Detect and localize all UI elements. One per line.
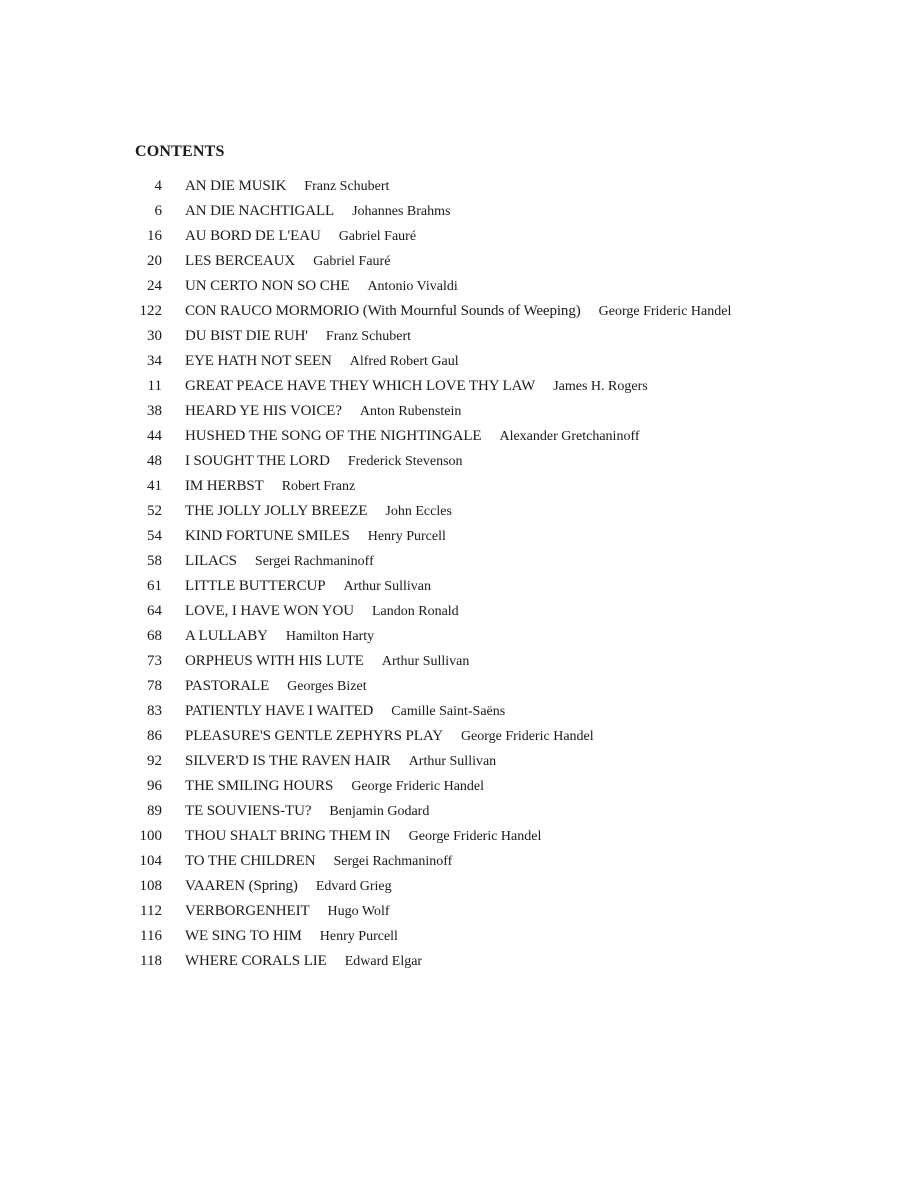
song-title: IM HERBST <box>185 478 264 494</box>
song-title: LILACS <box>185 553 237 569</box>
contents-entry <box>0 424 900 449</box>
song-title: THE JOLLY JOLLY BREEZE <box>185 503 368 519</box>
song-title: VAAREN (Spring) <box>185 878 298 894</box>
entry-text <box>185 424 640 449</box>
page-number: 48 <box>147 453 162 469</box>
entry-text <box>185 649 469 674</box>
contents-entry <box>0 399 900 424</box>
page-number: 68 <box>147 628 162 644</box>
contents-entry <box>0 599 900 624</box>
entry-text <box>185 674 367 699</box>
song-title: AU BORD DE L'EAU <box>185 228 321 244</box>
entry-text <box>185 774 484 799</box>
entry-text <box>185 499 452 524</box>
page-number: 118 <box>140 953 162 969</box>
composer-name: Arthur Sullivan <box>343 579 431 594</box>
song-title: AN DIE MUSIK <box>185 178 287 194</box>
entry-text <box>185 524 446 549</box>
composer-name: Frederick Stevenson <box>347 454 463 469</box>
entry-text <box>185 949 422 974</box>
composer-name: Anton Rubenstein <box>359 404 462 419</box>
page-number: 116 <box>140 928 162 944</box>
page-number: 41 <box>147 478 162 494</box>
contents-entry <box>0 249 900 274</box>
composer-name: Camille Saint-Saëns <box>391 704 506 719</box>
contents-entry <box>0 474 900 499</box>
page-number: 108 <box>139 878 162 894</box>
song-title: THOU SHALT BRING THEM IN <box>185 828 391 844</box>
contents-entry <box>0 949 900 974</box>
entry-text <box>185 849 452 874</box>
song-title: I SOUGHT THE LORD <box>185 453 330 469</box>
composer-name: George Frideric Handel <box>460 729 594 744</box>
entry-text <box>185 899 390 924</box>
entry-text <box>185 349 459 374</box>
contents-entry <box>0 499 900 524</box>
contents-entry <box>0 374 900 399</box>
composer-name: Robert Franz <box>281 479 356 494</box>
composer-name: Benjamin Godard <box>329 804 430 819</box>
contents-entry <box>0 874 900 899</box>
entry-text <box>185 874 392 899</box>
composer-name: Franz Schubert <box>304 179 390 194</box>
song-title: SILVER'D IS THE RAVEN HAIR <box>185 753 391 769</box>
page-number: 73 <box>147 653 162 669</box>
composer-name: Johannes Brahms <box>352 204 451 219</box>
song-title: UN CERTO NON SO CHE <box>185 278 350 294</box>
composer-name: Arthur Sullivan <box>408 754 497 769</box>
page-number: 52 <box>147 503 162 519</box>
contents-entry <box>0 624 900 649</box>
entry-text <box>185 274 458 299</box>
contents-entry <box>0 224 900 249</box>
entry-text <box>185 474 355 499</box>
entry-text <box>185 299 731 324</box>
page-number: 100 <box>139 828 162 844</box>
page-number: 86 <box>147 728 162 744</box>
composer-name: Arthur Sullivan <box>381 654 470 669</box>
entry-text <box>185 174 389 199</box>
song-title: WHERE CORALS LIE <box>185 953 327 969</box>
composer-name: James H. Rogers <box>553 379 648 394</box>
composer-name: Edward Elgar <box>344 954 423 969</box>
composer-name: Edvard Grieg <box>315 879 392 894</box>
contents-entry <box>0 699 900 724</box>
song-title: GREAT PEACE HAVE THEY WHICH LOVE THY LAW <box>185 378 536 394</box>
song-title: LES BERCEAUX <box>185 253 296 269</box>
composer-name: George Frideric Handel <box>351 779 485 794</box>
contents-list <box>0 174 900 974</box>
page-number: 92 <box>147 753 162 769</box>
composer-name: Henry Purcell <box>367 529 446 544</box>
entry-text <box>185 399 461 424</box>
entry-text <box>185 574 431 599</box>
contents-entry <box>0 674 900 699</box>
entry-text <box>185 624 374 649</box>
song-title: ORPHEUS WITH HIS LUTE <box>185 653 364 669</box>
song-title: KIND FORTUNE SMILES <box>185 528 350 544</box>
song-title: TO THE CHILDREN <box>185 853 316 869</box>
entry-text <box>185 824 541 849</box>
composer-name: Gabriel Fauré <box>313 254 391 269</box>
contents-entry <box>0 299 900 324</box>
contents-entry <box>0 849 900 874</box>
page-number: 4 <box>154 178 162 194</box>
contents-entry <box>0 349 900 374</box>
page-title: CONTENTS <box>135 143 225 160</box>
song-title: AN DIE NACHTIGALL <box>185 203 335 219</box>
contents-entry <box>0 324 900 349</box>
contents-entry <box>0 799 900 824</box>
song-title: THE SMILING HOURS <box>185 778 334 794</box>
page-number: 104 <box>139 853 162 869</box>
composer-name: Sergei Rachmaninoff <box>333 854 453 869</box>
song-title: WE SING TO HIM <box>185 928 302 944</box>
composer-name: Antonio Vivaldi <box>367 279 458 294</box>
page-number: 96 <box>147 778 162 794</box>
contents-entry <box>0 524 900 549</box>
page-number: 24 <box>147 278 162 294</box>
song-title: PLEASURE'S GENTLE ZEPHYRS PLAY <box>185 728 443 744</box>
contents-entry <box>0 274 900 299</box>
composer-name: Hugo Wolf <box>327 904 390 919</box>
page-number: 58 <box>147 553 162 569</box>
composer-name: John Eccles <box>385 504 452 519</box>
song-title: A LULLABY <box>185 628 268 644</box>
composer-name: Georges Bizet <box>287 679 367 694</box>
page-number: 83 <box>147 703 162 719</box>
song-title: HEARD YE HIS VOICE? <box>185 403 342 419</box>
song-title: LITTLE BUTTERCUP <box>185 578 326 594</box>
composer-name: George Frideric Handel <box>598 304 732 319</box>
entry-text <box>185 324 411 349</box>
contents-entry <box>0 199 900 224</box>
page-number: 89 <box>147 803 162 819</box>
page-number: 64 <box>147 603 162 619</box>
entry-text <box>185 374 648 399</box>
composer-name: Sergei Rachmaninoff <box>254 554 374 569</box>
composer-name: Alfred Robert Gaul <box>349 354 459 369</box>
entry-text <box>185 549 374 574</box>
composer-name: Franz Schubert <box>325 329 412 344</box>
entry-text <box>185 799 429 824</box>
page-number: 44 <box>147 428 162 444</box>
song-title: CON RAUCO MORMORIO (With Mournful Sounds of Weeping) <box>185 303 581 319</box>
page-number: 122 <box>139 303 162 319</box>
contents-entry <box>0 174 900 199</box>
entry-text <box>185 199 451 224</box>
page-number: 38 <box>147 403 162 419</box>
page-number: 30 <box>147 328 162 344</box>
song-title: VERBORGENHEIT <box>185 903 310 919</box>
composer-name: Henry Purcell <box>319 929 398 944</box>
entry-text <box>185 724 594 749</box>
page-number: 78 <box>147 678 162 694</box>
contents-entry <box>0 649 900 674</box>
song-title: LOVE, I HAVE WON YOU <box>185 603 354 619</box>
contents-entry <box>0 924 900 949</box>
entry-text <box>185 599 459 624</box>
page-number: 54 <box>147 528 162 544</box>
contents-entry <box>0 774 900 799</box>
contents-entry <box>0 824 900 849</box>
contents-entry <box>0 749 900 774</box>
contents-entry <box>0 574 900 599</box>
page-number: 6 <box>154 203 162 219</box>
page-number: 16 <box>147 228 162 244</box>
entry-text <box>185 224 416 249</box>
entry-text <box>185 924 398 949</box>
song-title: HUSHED THE SONG OF THE NIGHTINGALE <box>185 428 482 444</box>
contents-entry <box>0 449 900 474</box>
page-number: 34 <box>147 353 162 369</box>
song-title: TE SOUVIENS-TU? <box>185 803 312 819</box>
entry-text <box>185 749 496 774</box>
composer-name: Landon Ronald <box>371 604 459 619</box>
song-title: PASTORALE <box>185 678 270 694</box>
composer-name: George Frideric Handel <box>408 829 542 844</box>
entry-text <box>185 249 390 274</box>
contents-entry <box>0 899 900 924</box>
contents-entry <box>0 724 900 749</box>
song-title: EYE HATH NOT SEEN <box>185 353 332 369</box>
page-number: 61 <box>147 578 162 594</box>
page-number: 20 <box>147 253 162 269</box>
entry-text <box>185 449 463 474</box>
composer-name: Alexander Gretchaninoff <box>499 429 640 444</box>
composer-name: Hamilton Harty <box>285 629 375 644</box>
song-title: PATIENTLY HAVE I WAITED <box>185 703 374 719</box>
composer-name: Gabriel Fauré <box>338 229 417 244</box>
page-number: 11 <box>147 378 162 394</box>
contents-entry <box>0 549 900 574</box>
entry-text <box>185 699 505 724</box>
page-number: 112 <box>140 903 162 919</box>
song-title: DU BIST DIE RUH' <box>185 328 308 344</box>
